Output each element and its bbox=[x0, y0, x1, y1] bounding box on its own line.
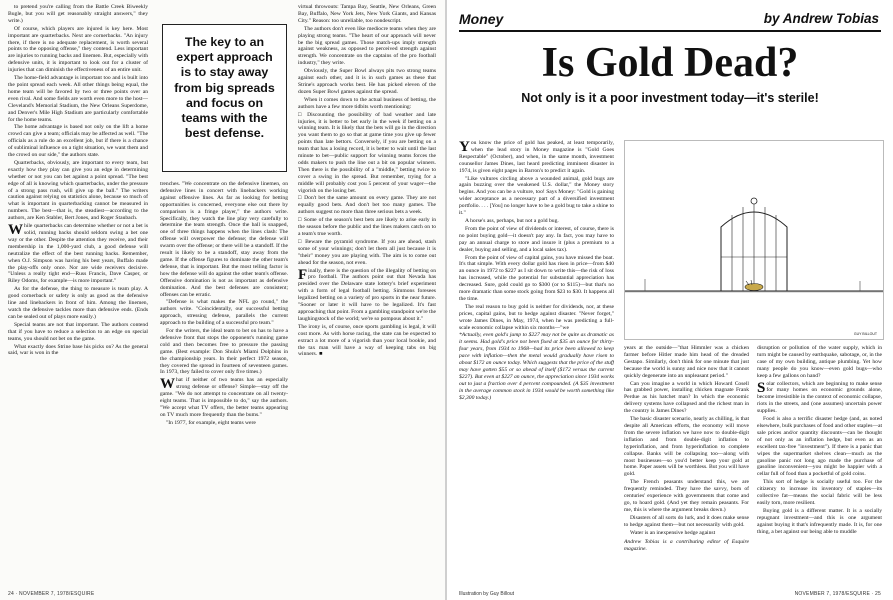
end-mark: ■ bbox=[319, 351, 323, 358]
header-rule bbox=[459, 30, 881, 32]
paragraph: "Defense is what makes the NFL go round," the authors write. "Coincidentally, our successful betting approach, stressing defense, parallels the current approach to the building of a successful pro team." bbox=[160, 299, 288, 327]
right-column-2 bbox=[624, 345, 749, 588]
paragraph: What if neither of two teams has an especially strong defense or offense? Simple—stay off the game. "We do not attempt to concentrate on all twenty-eight teams. That is impossible to do," say the authors. "We accept what TV offers, the better teams appearing on TV much more frequently than the bums." bbox=[160, 376, 288, 418]
paragraph: The authors don't even like mediocre teams when they are playing strong teams. "The heart of our approach will never be the big spread games. Those match-ups imply strength against weakness, as opposed to perceived strength against strength. We concentrate on the captains of the pro football industry," they write. bbox=[298, 25, 436, 67]
paragraph: Can you imagine a world in which Howard Cosell has grabbed power, installing chicken magnate Frank Perdue as his hatchet man? In which the economic delivery systems have collapsed and the richest man in the country is James Dines? bbox=[624, 380, 749, 415]
paragraph: As for the defense, the thing to measure is team play. A good cornerback or safety is only as good as the defensive line and linebackers in front of him. Among the linemen, watch the defensive tackles more than defensive ends. (Ends can be sealed out of plays more easily.) bbox=[8, 286, 148, 320]
right-folio: NOVEMBER 7, 1978/ESQUIRE · 25 bbox=[794, 591, 881, 597]
author-bio: Andrew Tobias is a contributing editor of Esquire magazine. bbox=[624, 539, 749, 553]
paragraph: years at the outside—"that Himmler was a chicken farmer before Hitler made him head of the dreaded Gestapo. Similarly, don't think for one minute that just because the world is sunny and nice now that it cannot quickly degenerate into an unpleasant period." bbox=[624, 345, 749, 379]
illustration-credit: Illustration by Guy Billout bbox=[459, 591, 515, 597]
paragraph: The basic disaster scenario, nearly as chilling, is that despite all American efforts, the economy will move from the severe inflation we have now to double-digit inflation and from double-digit inflation to hyperinflation, and from hyperinflation to complete collapse. Banks will be collapsing too—along with most businesses—so you'd better keep your gold at home. Paper assets will be worthless. But you will have gold. bbox=[624, 416, 749, 478]
paragraph: The home advantage is based not only on the lift a home crowd can give a team; officials may be affected as well. "The officials as a rule do an excellent job, but if there is a chance of subliminal influence on a tight situation, we want them and the crowd on our side," the authors state. bbox=[8, 124, 148, 159]
headline: Is Gold Dead? bbox=[541, 40, 799, 86]
cartoon-signature: GUY BILLOUT bbox=[853, 332, 877, 336]
paragraph: A horse's ass, perhaps, but not a gold bug. bbox=[465, 217, 559, 224]
paragraph: Solar collectors, which are beginning to make sense for many homes on economic grounds alone, become irresistible in the context of economic collapse, riots in the streets, and (one assumes) uncertain power supplies. bbox=[757, 379, 882, 415]
paragraph: When it comes down to the actual business of betting, the authors have a few more tidbits worth mentioning: bbox=[298, 96, 436, 110]
paragraph: Food is also a terrific disaster hedge (and, as noted elsewhere, bulk purchases of food and other staples—at sale prices and/or quantity discounts—can be thought of not only as an inflation hedge, but even as an excellent tax-free "investment"). If there is a panic that wipes the supermarket shelves clean—much as the gasoline panic not long ago made the purchase of gasoline inconvenient—you might be happier with a cellar full of food than a pocketful of gold coins. bbox=[757, 416, 882, 478]
byline: by Andrew Tobias bbox=[763, 11, 879, 26]
paragraph: disruption or pollution of the water supply, which in turn might be caused by earthquake, sabotage, or, in the case of my own building, antique plumbing. Yet how many people do you know—even gold bugs—who keep a few gallons on hand? bbox=[757, 345, 882, 379]
left-folio: 24 · NOVEMBER 7, 1978/ESQUIRE bbox=[8, 591, 95, 597]
paragraph: Finally, there is the question of the illegality of betting on pro football. The authors point out that Nevada has presided over the Delaware state lottery's brief experiment with a form of legal football betting. Simmons foresees legalized betting on a variety of pro sports in the near future. "Sooner or later it will have to be legalized. It's fast approaching that point. From a gambling standpoint we're the laughingstock of the world; we're so pompous about it." bbox=[298, 266, 436, 322]
paragraph: Water is an inexpensive hedge against bbox=[630, 529, 716, 536]
paragraph: □ Beware the pyramid syndrome. If you are ahead, stash some of your winnings; don't let them all just because it is "their" money you are playing with. The aim is to come out ahead for the season, not even. bbox=[298, 238, 436, 266]
paragraph: For the writers, the ideal team to bet on has to have a defensive front that stops the opponent's running game cold and then becomes free to pressure the passing game. (Best example: Don Shula's Miami Dolphins in the championship years. In their perfect 1972 season, they covered the spread in fourteen of seventeen games. In 1973, they failed to cover only five times.) bbox=[160, 328, 288, 376]
cartoon-illustration bbox=[624, 140, 884, 340]
paragraph: What exactly does Strine base his picks on? As the general said, war is won in the bbox=[8, 343, 148, 357]
paragraph: Quarterbacks, obviously, are important to every team, but exactly how they play can give you an edge in determining whether or not you can bet against a point spread. "The best edge of all is knowing which quarterbacks, under the pressure of a strong pass rush, will give up the ball." The writers caution against relying on statistics alone, because so much of what is important in quarterbacking cannot be measured in numbers. The best—that is, the steadiest—according to the authors, are Ken Stabler, Bert Jones, and Roger Staubach. bbox=[8, 159, 148, 222]
paragraph: to pretend you're calling from the Battle Creek Biweekly Bugle, but you will get reasonably straight answers," they write.) bbox=[8, 4, 148, 24]
paragraph: You know the price of gold has peaked, at least temporarily, when the lead story in Money magazine is "Gold Goes Respectable" (October), and when, in the same month, investment counsellor James Dines, last heard predicting imminent disaster in 1974, is given eight pages in Barron's to predict it again. bbox=[459, 140, 614, 174]
left-page bbox=[0, 0, 446, 600]
paragraph: The French peasants understand this, we are frequently reminded. They have the savvy, born of centuries' experience with governments that come and go, to hoard gold. (And yet they remain peasants. For me, this is where the argument breaks down.) bbox=[624, 479, 749, 513]
paragraph: Special teams are not that important. The authors contend that if you have to reduce a selection to an edge on special teams, you should not bet on the game. bbox=[8, 321, 148, 342]
paragraph: □ Discounting the possibility of bad weather and late injuries, it is better to bet early in the week if betting on a winning team. It is likely that the bets will go in the direction you want them to go so that at game time you give up fewer points than late bettors. Conversely, if you are betting on a team that has a losing record, it is better to wait until the last minute to bet—public support for winning teams forces the odds makers to push the line out a bit on popular winners. Then there is the possibility of a "middle," betting twice to cover a swing in the spread. But remember, trying for a middle will probably cost you 5 percent of your wager—the vigorish on the losing bet. bbox=[298, 111, 436, 194]
paragraph: *Actually, even gold's jump to $227 may not be quite as dramatic as it seems. Had gold's price not been fixed at $35 an ounce for thirty-four years, from 1934 to 1968—had its price been allowed to keep pace with inflation—then the metal would gradually have risen to about $172 an ounce today. Which suggests that the price of the stuff may have gotten $55 or so ahead of itself ($172 versus the current $227). But even at $227 an ounce, the appreciation since 1934 works out to just a fraction over 4 percent compounded. (A $35 investment in the average common stock in 1934 would be worth something like $2,300 today.) bbox=[459, 332, 614, 401]
section-label: Money bbox=[459, 11, 504, 27]
dead-bird-illustration bbox=[625, 141, 883, 339]
left-column-2 bbox=[160, 181, 288, 589]
subheadline: Not only is it a poor investment today—it's sterile! bbox=[521, 91, 819, 105]
paragraph: Of course, which players are injured is key here. Most important are quarterbacks. Next are cornerbacks. "An injury there, if there is no adequate replacement, is worth several points to the opposing offense," they contend. Less important are injuries to running backs and linemen. But, especially with defensive units, it is important to look out for a cluster of injuries that can diminish the effectiveness of an entire unit. bbox=[8, 25, 148, 74]
paragraph: virtual throwouts: Tampa Bay, Seattle, New Orleans, Green Bay, Buffalo, New York Jets, New York Giants, and Kansas City." Reason: too unreliable, too nondescript. bbox=[298, 4, 436, 24]
paragraph: □ Some of the season's best bets are likely to arise early in the season before the public and the lines makers catch on to a team's true worth. bbox=[298, 217, 436, 237]
right-column-1 bbox=[459, 140, 614, 588]
right-column-3 bbox=[757, 345, 882, 588]
left-column-3 bbox=[298, 4, 436, 589]
paragraph: Obviously, the Super Bowl always pits two strong teams against each other, and it is in such games as these that Strine's approach works best. He has picked eleven of the dozen Super Bowl games against the spread. bbox=[298, 68, 436, 95]
paragraph: From the point of view of capital gains, you have missed the boat. It's that simple. With every dollar gold has risen in price—from $40 an ounce in 1972 to $227 as I sit down to write this—the risk of loss has increased, while the potential for substantial appreciation has decreased. Sure, gold could go to $300 (or to $115)—but that's no more dramatic than some stock going from $23 to $30. It happens all the time. bbox=[459, 254, 614, 302]
paragraph: The irony is, of course, once sports gambling is legal, it will cost more. As with horse racing, the state can be expected to extract a lot more of a vigorish than your local bookie, and the tax man will have a way of keeping tabs on big winners. bbox=[298, 323, 436, 358]
paragraph: Buying gold is a different matter. It is a socially repugnant investment—and this is one argument against buying it that's infrequently made. It is, for one thing, a bet against our being able to muddle bbox=[757, 507, 882, 535]
birdcage-icon bbox=[721, 198, 787, 291]
paragraph: The home-field advantage is important too and is built into the point spread each week. All other things being equal, the home team will be favored by two or three points over an even rival. And some fields are worth even more to the host—Cleveland's Memorial Stadium, the New Orleans Superdome, and Denver's Mile High Stadium are particularly comfortable for the home teams. bbox=[8, 75, 148, 123]
paragraph: While quarterbacks can determine whether or not a bet is solid, running backs should seldom swing a bet one way or the other. Despite the attention they receive, and their membership in the 1,000-yard club, a good defense will neutralize the effect of the best running backs. Remember, when O.J. Simpson was having his best years, Buffalo made the play-offs only once. Nor are wide receivers decisive. "Unless a really tight end—Russ Francis, Dave Casper, or Riley Odoms, for example—is more important." bbox=[8, 222, 148, 285]
paragraph: This sort of hedge is socially useful too. For the citizenry to increase its inventory of staples—its collective fat—means the social fabric will be less easily torn, more resilient. bbox=[757, 479, 882, 506]
paragraph: "Like vultures circling above a wounded animal, gold bugs are again buzzing over the weakened U.S. dollar," the Money story begins. And you can be a vulture, too! Says Money: "Gold is gaining wider acceptance as a necessary part of a diversified investment portfolio. . . . [You] no longer have to be a gold bug to take a shine to it." bbox=[459, 175, 614, 217]
paragraph: Disasters of all sorts do lurk, and it does make sense to hedge against them—but not necessarily with gold. bbox=[624, 514, 749, 528]
paragraph: □ Don't bet the same amount on every game. They are not equally good bets. And don't bet too many games. The authors suggest no more than three serious bets a week. bbox=[298, 195, 436, 216]
paragraph: The real reason to buy gold is neither for dividends, nor, at these prices, capital gains, but to hedge against disaster. "Never forget," wrote James Dines, in May, 1974, when he was predicting a full-scale economic collapse within six months—"we bbox=[459, 303, 614, 331]
left-column-1 bbox=[8, 4, 148, 589]
paragraph: From the point of view of dividends or interest, of course, there is no point buying gold—it doesn't pay any. In fact, you may have to pay an annual charge to store and insure it (plus a premium to a dealer, buying and selling, and a local sales tax). bbox=[459, 225, 614, 253]
right-page bbox=[447, 0, 893, 600]
paragraph: trenches. "We concentrate on the defensive linemen, on defensive lines in concert with linebackers working against offensive lines. As far as looking for betting opportunities is concerned, everyone else out there by comparison is a fringe player," the authors write. Specifically, they watch the line play very carefully to determine the team strength. Once the ball is snapped, one of three things happens when the lines clash: The offense will overpower the defense; the defense will swarm over the offense; or there will be a standoff. If the result is likely to be a standoff, stay away from the game. If the offense figures to dominate the other team's defense, that is important. But the most telling factor is how the defense will do against the other team's offense. Offensive domination is not as important as defensive domination. And the best defenses are consistent; offenses can be erratic. bbox=[160, 181, 288, 298]
paragraph: "In 1977, for example, eight teams were bbox=[166, 419, 256, 426]
pull-quote: The key to an expert approach is to stay away from big spreads and focus on teams with the best defense. bbox=[162, 24, 287, 172]
